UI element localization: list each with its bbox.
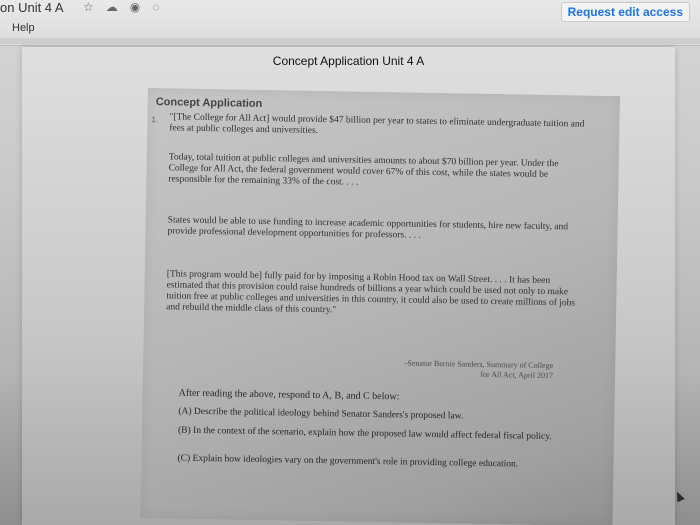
worksheet-photo [140,88,619,525]
question-b: (B) In the context of the scenario, explain how the proposed law would affect federal fiscal policy. [177,425,552,443]
request-edit-button[interactable]: Request edit access [561,2,690,22]
item-number: 1. [151,115,159,125]
citation-line-2: for All Act, April 2017 [480,369,554,381]
question-a: (A) Describe the political ideology behind Senator Sanders's proposed law. [178,406,464,422]
citation [353,358,553,381]
mouse-cursor-icon [673,490,684,502]
concept-heading: Concept Application [155,96,263,110]
title-icons [83,0,159,14]
toolbar-strip [0,38,700,44]
paragraph-3: States would be able to use funding to increase academic opportunities for students, hire new faculty, and provide professional development opportunities for professors. . . . [167,215,569,241]
page-title: Concept Application Unit 4 A [272,54,425,68]
help-menu[interactable]: Help [12,22,35,34]
citation-line-1: -Senator Bernie Sanders, Summary of College [404,358,554,371]
history-icon[interactable]: ◌ [152,0,160,14]
question-c: (C) Explain how ideologies vary on the government's role in providing college education. [177,453,519,470]
question-prompt: After reading the above, respond to A, B, and C below: [178,387,400,403]
paragraph-4: [This program would be] fully paid for by imposing a Robin Hood tax on Wall Street. . . . It has been estimated that this provision could raise hundreds of billions a year which could be used not only to make tuition free at public colleges and universities in this country, it could also be used to create millions of jobs and rebuild the middle class of this country." [166,269,576,316]
paragraph-1: "[The College for All Act] would provide $47 billion per year to states to eliminate undergraduate tuition and fees at public colleges and universities. [169,112,585,136]
cloud-icon[interactable]: ☁ [105,0,118,14]
star-icon[interactable]: ☆ [83,0,94,14]
document-page [22,47,675,525]
shield-icon[interactable]: ◉ [129,0,141,14]
paragraph-2: Today, total tuition at public colleges and universities amounts to about $70 billion per year. Under the College for All Act, the federal government would cover 67% of this cost, while the states would be responsible for the remaining 33% of the cost. . . . [168,152,559,188]
doc-title: on Unit 4 A [0,0,64,15]
